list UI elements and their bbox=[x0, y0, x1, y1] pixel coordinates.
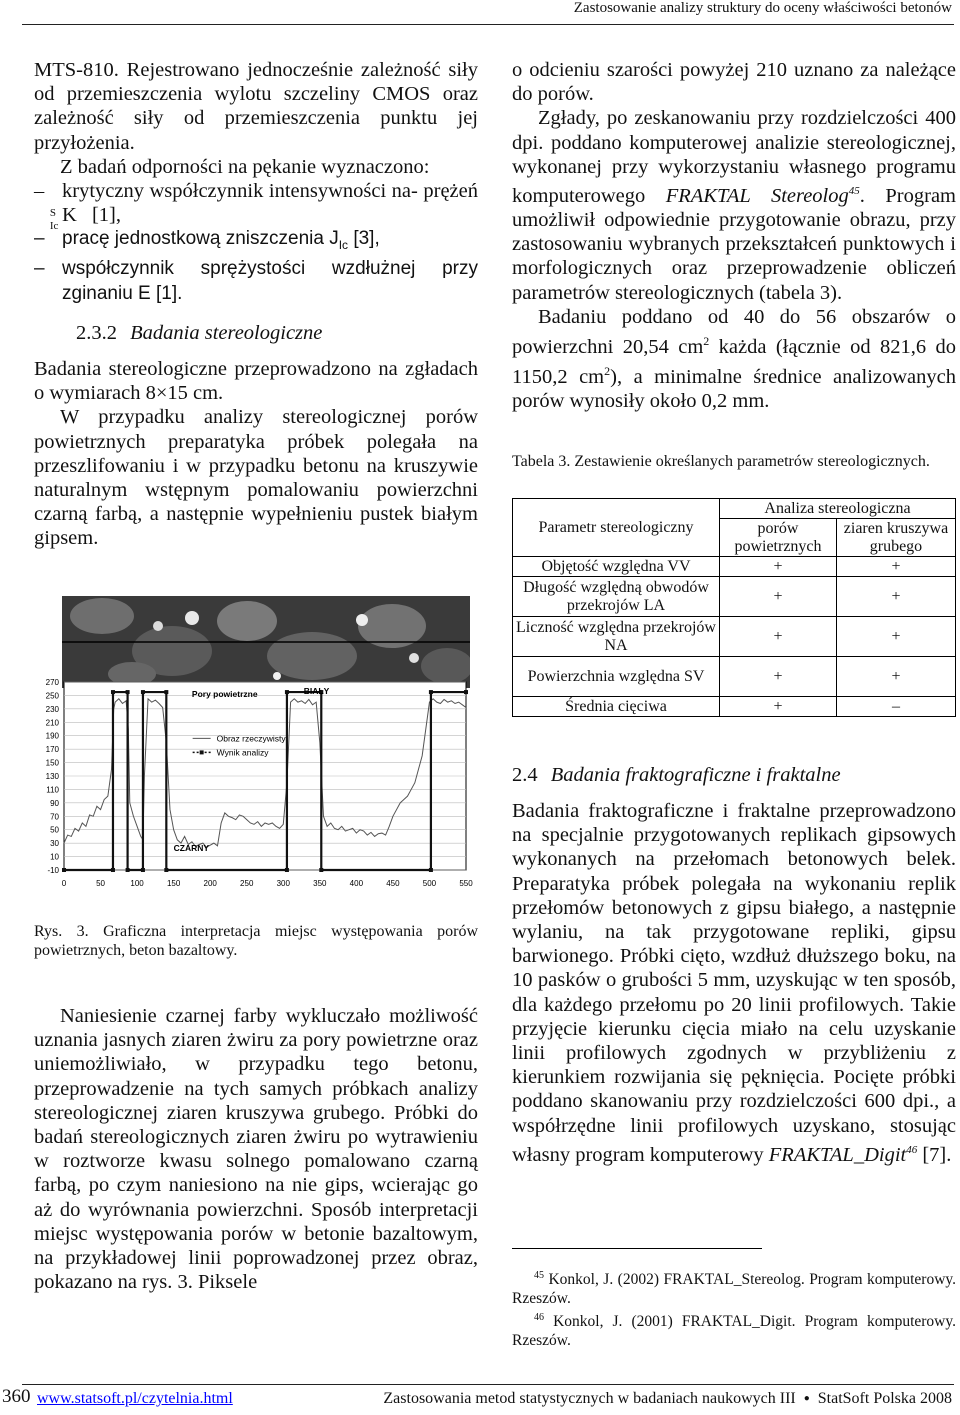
footer-rule bbox=[22, 1384, 954, 1385]
stereology-table bbox=[512, 498, 956, 717]
y-tick-label: 130 bbox=[45, 772, 59, 781]
footnote-number: 45 bbox=[534, 1270, 544, 1281]
y-tick-label: 230 bbox=[45, 704, 59, 714]
x-tick-label: 450 bbox=[386, 879, 400, 888]
cell: + bbox=[720, 657, 837, 697]
paragraph: Badania stereologiczne przeprowadzono na zgładach o wymiarach 8×15 cm. bbox=[34, 358, 478, 405]
dash-marker: – bbox=[34, 180, 45, 203]
y-tick-label: 270 bbox=[45, 678, 59, 687]
footer-title-text: Zastosowania metod statystycznych w badaniach naukowych III bbox=[383, 1390, 796, 1407]
list-item-text: krytyczny współczynnik intensywności na- prężeń K bbox=[62, 180, 478, 227]
x-tick-label: 50 bbox=[96, 879, 105, 888]
left-column-top bbox=[34, 58, 478, 306]
y-tick-label: -10 bbox=[47, 866, 59, 875]
x-tick-label: 400 bbox=[349, 879, 364, 888]
x-tick-label: 0 bbox=[61, 879, 67, 888]
text: Zgłady, po zeskanowaniu przy rozdzielczości 400 dpi. poddano komputerowej analizie stereologicznej, wykonanej przy wykorzystaniu własnego programu komputerowego bbox=[512, 107, 956, 207]
series-point-wynik-analizy bbox=[111, 690, 115, 694]
paragraph: MTS-810. Rejestrowano jednocześnie zależność siły od przemieszczenia wylotu szczeliny CMOS oraz zależność siły od przemieszczenia punktu jej przyłożenia. bbox=[34, 59, 478, 154]
paragraph bbox=[512, 106, 956, 304]
series-point-wynik-analizy bbox=[285, 868, 289, 872]
cell: + bbox=[720, 617, 837, 657]
y-tick-label: 10 bbox=[50, 852, 59, 862]
row-name: Objętość względna VV bbox=[513, 557, 720, 577]
legend-label: Obraz rzeczywisty bbox=[216, 733, 286, 744]
cell: + bbox=[836, 557, 955, 577]
row-name: Średnia cięciwa bbox=[513, 697, 720, 717]
y-tick-label: 210 bbox=[45, 718, 59, 728]
program-name: FRAKTAL_Digit bbox=[768, 1143, 907, 1166]
text: Badaniu poddano od 40 do 56 obszarów o powierzchni 20,54 cm bbox=[512, 305, 956, 358]
header-col-aggregate: ziaren kruszywa grubego bbox=[836, 519, 955, 557]
left-column-mid bbox=[34, 357, 478, 551]
x-tick-label: 550 bbox=[459, 879, 473, 888]
footnote-text: Konkol, J. (2002) FRAKTAL_Stereolog. Program komputerowy. Rzeszów. bbox=[512, 1271, 957, 1308]
x-tick-label: 300 bbox=[276, 879, 290, 888]
footnote-text: Konkol, J. (2001) FRAKTAL_Digit. Program komputerowy. Rzeszów. bbox=[512, 1313, 956, 1350]
dash-marker: – bbox=[34, 228, 45, 250]
table-row bbox=[513, 577, 956, 617]
text: każda (łącznie od 821,6 do 1150,2 cm bbox=[512, 335, 956, 388]
footnote-number: 46 bbox=[534, 1312, 544, 1324]
series-point-wynik-analizy bbox=[464, 690, 468, 694]
legend-label: Wynik analizy bbox=[216, 747, 269, 758]
annotation-label: CZARNY bbox=[173, 843, 210, 854]
cell: + bbox=[836, 617, 955, 657]
cell: + bbox=[720, 697, 837, 717]
text: . Program umożliwił odpowiednie przygotowanie obrazu, przy zastosowaniu wybranych przekształceń punktowych i morfologicznych oraz przeprowadzenie obliczeń parametrów stereologicznych (tabela 3). bbox=[512, 184, 956, 304]
y-tick-label: 50 bbox=[50, 825, 59, 835]
annotation-label: Pory powietrzne bbox=[191, 688, 258, 699]
right-column-bottom bbox=[512, 799, 956, 1167]
y-tick-label: 150 bbox=[45, 758, 59, 768]
cell: + bbox=[720, 577, 837, 617]
left-column-bottom bbox=[34, 1004, 478, 1294]
y-tick-label: 30 bbox=[50, 839, 59, 849]
series-point-wynik-analizy bbox=[111, 868, 115, 872]
paragraph: o odcieniu szarości powyżej 210 uznano za należące do porów. bbox=[512, 59, 956, 106]
paragraph: Naniesienie czarnej farby wykluczało możliwość uznania jasnych ziaren żwiru za pory powietrzne oraz uniemożliwiało, w przypadku tego betonu, przeprowadzenie na tych samych próbkach analizy stereologicznej ziaren kruszywa grubego. Próbki do badań stereologicznych ziaren żwiru po wytrawieniu w roztworze kwasu solnego pomalowano czarną farbą, po czym naniesiono na nie gips, wcierając go aż do wyrównania powierzchni. Sposób interpretacji miejsc występowania porów w betonie bazaltowym, na przykładowej linii poprowadzonej przez obraz, pokazano na rys. 3. Piksele bbox=[34, 1005, 478, 1294]
legend-marker-wynik bbox=[200, 750, 204, 754]
list-item bbox=[34, 227, 478, 257]
x-tick-label: 500 bbox=[422, 879, 437, 888]
superscript: 2 bbox=[604, 364, 611, 379]
list-item bbox=[34, 179, 478, 233]
series-point-wynik-analizy bbox=[126, 690, 130, 694]
table-row bbox=[513, 557, 956, 577]
x-tick-label: 200 bbox=[203, 879, 217, 888]
series-point-wynik-analizy bbox=[319, 868, 323, 872]
y-tick-label: 170 bbox=[45, 745, 59, 755]
series-point-wynik-analizy bbox=[141, 868, 145, 872]
header-group: Analiza stereologiczna bbox=[720, 499, 956, 519]
footer-publisher: StatSoft Polska 2008 bbox=[817, 1390, 952, 1407]
section-title: Badania fraktograficzne i fraktalne bbox=[550, 764, 841, 786]
subscript: Ic bbox=[338, 238, 349, 253]
header-rule bbox=[22, 24, 954, 25]
x-tick-label: 250 bbox=[240, 879, 254, 888]
cell: + bbox=[836, 577, 955, 617]
series-point-wynik-analizy bbox=[164, 868, 168, 872]
right-column-top bbox=[512, 58, 956, 413]
series-point-wynik-analizy bbox=[141, 690, 145, 694]
text: [7]. bbox=[917, 1143, 952, 1166]
text: ), a minimalne średnice analizowanych porów wynosiły około 0,2 mm. bbox=[512, 365, 956, 413]
section-number: 2.4 bbox=[512, 764, 538, 786]
footnote-ref: 45 bbox=[848, 185, 860, 198]
table-row bbox=[513, 697, 956, 717]
k-indices: S Ic bbox=[49, 207, 59, 233]
series-point-wynik-analizy bbox=[164, 690, 168, 694]
series-point-wynik-analizy bbox=[62, 868, 66, 872]
y-tick-label: 90 bbox=[50, 798, 59, 808]
y-tick-label: 110 bbox=[46, 785, 59, 795]
row-name: Liczność względna przekrojów NA bbox=[513, 617, 720, 657]
paragraph: Z badań odporności na pękanie wyznaczono: bbox=[60, 155, 430, 178]
table-row bbox=[513, 657, 956, 697]
cell: + bbox=[836, 657, 955, 697]
dash-marker: – bbox=[34, 258, 45, 280]
cell: + bbox=[720, 557, 837, 577]
row-name: Długość względną obwodów przekrojów LA bbox=[513, 577, 720, 617]
header-param: Parametr stereologiczny bbox=[513, 499, 720, 557]
pore-interpretation-chart bbox=[30, 674, 478, 906]
header-col-pores: porów powietrznych bbox=[720, 519, 837, 557]
list-item bbox=[34, 257, 478, 305]
y-tick-label: 70 bbox=[50, 812, 59, 822]
series-point-wynik-analizy bbox=[429, 868, 433, 872]
table-row bbox=[513, 617, 956, 657]
series-point-wynik-analizy bbox=[126, 868, 130, 872]
paragraph bbox=[512, 305, 956, 413]
section-heading bbox=[512, 764, 841, 787]
running-title: Zastosowanie analizy struktury do oceny właściwości betonów bbox=[573, 0, 952, 16]
series-point-wynik-analizy bbox=[429, 690, 433, 694]
section-heading bbox=[76, 322, 322, 345]
list-item-text: [3], bbox=[348, 228, 380, 250]
section-number: 2.3.2 bbox=[76, 322, 117, 344]
paragraph bbox=[512, 799, 956, 1167]
y-tick-label: 190 bbox=[45, 731, 59, 741]
footer-title bbox=[383, 1390, 952, 1408]
x-tick-label: 100 bbox=[130, 879, 144, 888]
list-item-text: współczynnik sprężystości wzdłużnej przy zginaniu E [1]. bbox=[62, 258, 478, 304]
footnote-rule bbox=[512, 1248, 762, 1249]
superscript: 2 bbox=[703, 334, 710, 349]
footnote bbox=[512, 1266, 956, 1308]
list-item-text: pracę jednostkową zniszczenia J bbox=[62, 228, 339, 250]
cell: – bbox=[836, 697, 955, 717]
footer-link[interactable]: www.statsoft.pl/czytelnia.html bbox=[37, 1390, 233, 1407]
list-item-text: [1], bbox=[86, 204, 121, 227]
table-caption: Tabela 3. Zestawienie określanych parametrów stereologicznych. bbox=[512, 453, 930, 470]
page-number: 360 bbox=[2, 1386, 31, 1407]
annotation-label: BIAŁY bbox=[303, 686, 330, 697]
program-name: FRAKTAL Stereolog bbox=[665, 184, 849, 207]
footer-bullet: ● bbox=[803, 1393, 810, 1404]
footnote bbox=[512, 1308, 956, 1350]
footnote-ref: 46 bbox=[906, 1143, 918, 1156]
series-point-wynik-analizy bbox=[285, 690, 289, 694]
y-tick-label: 250 bbox=[45, 691, 59, 701]
row-name: Powierzchnia względna SV bbox=[513, 657, 720, 697]
figure-caption: Rys. 3. Graficzna interpretacja miejsc występowania porów powietrznych, beton bazaltowy. bbox=[34, 923, 478, 959]
x-tick-label: 150 bbox=[166, 879, 181, 888]
footnotes bbox=[512, 1266, 956, 1350]
text: Badania fraktograficzne i fraktalne przeprowadzono na specjalnie przygotowanych replikach gipsowych wykonanych na przełomach betonowych belek. Preparatyka próbek polegała na wykonaniu replik przełomów betonowych z gipsu białego, a następnie wylaniu, na tak przygotowane repliki, gipsu barwionego. Próbki cięto, wzdłuż dłuższego boku, na 10 pasków o grubości 5 mm, uzyskując w ten sposób, dla każdego przełomu po 20 linii profilowych. Takie przyjęcie kierunku cięcia miało na celu uzyskanie linii profilowych zgodnych w przybliżeniu z kierunkiem rozwijania się pęknięcia. Pocięte próbki poddano skanowaniu przy rozdzielczości 600 dpi., a współrzędne linii profilowych uzyskano, stosując własny program komputerowy bbox=[512, 800, 956, 1166]
paragraph: W przypadku analizy stereologicznej porów powietrznych preparatyka próbek polegała na przeszlifowaniu i w przypadku betonu na kruszywie naturalnym wstępnym pomalowaniu powierzchni czarną farbą, a następnie wypełnieniu pustek białym gipsem. bbox=[34, 406, 478, 550]
section-title: Badania stereologiczne bbox=[130, 322, 323, 344]
x-tick-label: 350 bbox=[313, 879, 327, 888]
